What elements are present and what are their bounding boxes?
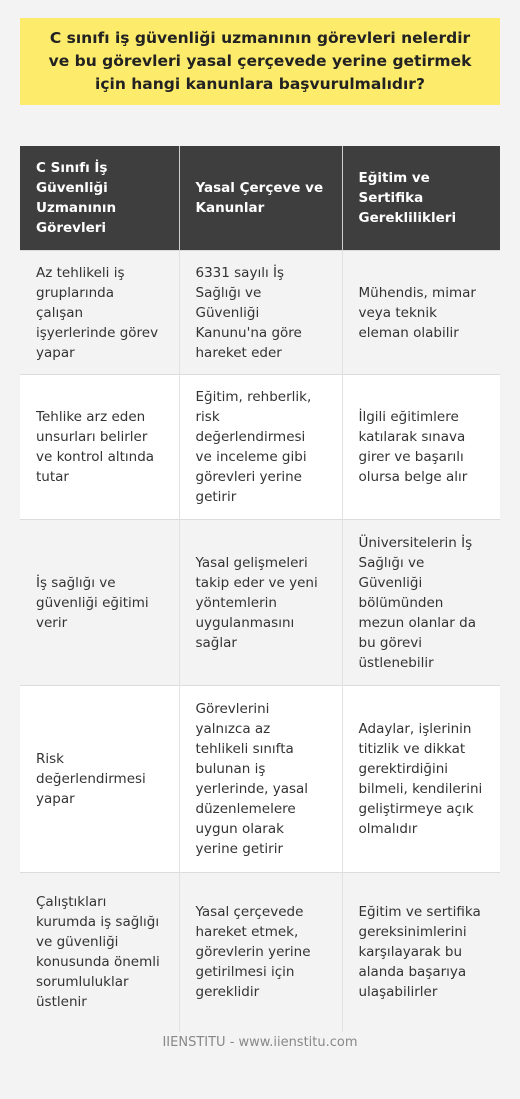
table-cell: İş sağlığı ve güvenliği eğitimi verir	[20, 520, 179, 686]
table-cell: Mühendis, mimar veya teknik eleman olabilir	[342, 251, 500, 375]
table-cell: Az tehlikeli iş gruplarında çalışan işyerlerinde görev yapar	[20, 251, 179, 375]
column-header-legal-framework: Yasal Çerçeve ve Kanunlar	[179, 146, 342, 251]
table-row	[20, 375, 500, 520]
table-row	[20, 251, 500, 375]
table-cell: Çalıştıkları kurumda iş sağlığı ve güvenliği konusunda önemli sorumluluklar üstlenir	[20, 873, 179, 1032]
table-cell: Risk değerlendirmesi yapar	[20, 686, 179, 873]
table-row	[20, 873, 500, 1032]
table-row	[20, 520, 500, 686]
table-cell: Görevlerini yalnızca az tehlikeli sınıfta bulunan iş yerlerinde, yasal düzenlemelere uygun olarak yerine getirir	[179, 686, 342, 873]
tasks-table	[20, 146, 500, 1032]
table-header-row	[20, 146, 500, 251]
page-title: C sınıfı iş güvenliği uzmanının görevleri nelerdir ve bu görevleri yasal çerçevede yerine getirmek için hangi kanunlara başvurulmalıdır?	[48, 29, 472, 93]
table-cell: İlgili eğitimlere katılarak sınava girer ve başarılı olursa belge alır	[342, 375, 500, 520]
title-banner	[20, 18, 500, 105]
table-cell: Üniversitelerin İş Sağlığı ve Güvenliği bölümünden mezun olanlar da bu görevi üstlenebilir	[342, 520, 500, 686]
footer-credit: IIENSTITU - www.iienstitu.com	[162, 1035, 358, 1050]
table-cell: Tehlike arz eden unsurları belirler ve kontrol altında tutar	[20, 375, 179, 520]
column-header-education: Eğitim ve Sertifika Gereklilikleri	[342, 146, 500, 251]
table-cell: 6331 sayılı İş Sağlığı ve Güvenliği Kanunu'na göre hareket eder	[179, 251, 342, 375]
table-cell: Eğitim ve sertifika gereksinimlerini karşılayarak bu alanda başarıya ulaşabilirler	[342, 873, 500, 1032]
table-cell: Eğitim, rehberlik, risk değerlendirmesi ve inceleme gibi görevleri yerine getirir	[179, 375, 342, 520]
table-row	[20, 686, 500, 873]
table-cell: Yasal çerçevede hareket etmek, görevlerin yerine getirilmesi için gereklidir	[179, 873, 342, 1032]
table-cell: Adaylar, işlerinin titizlik ve dikkat gerektirdiğini bilmeli, kendilerini geliştirmeye açık olmalıdır	[342, 686, 500, 873]
column-header-duties: C Sınıfı İş Güvenliği Uzmanının Görevleri	[20, 146, 179, 251]
table-cell: Yasal gelişmeleri takip eder ve yeni yöntemlerin uygulanmasını sağlar	[179, 520, 342, 686]
